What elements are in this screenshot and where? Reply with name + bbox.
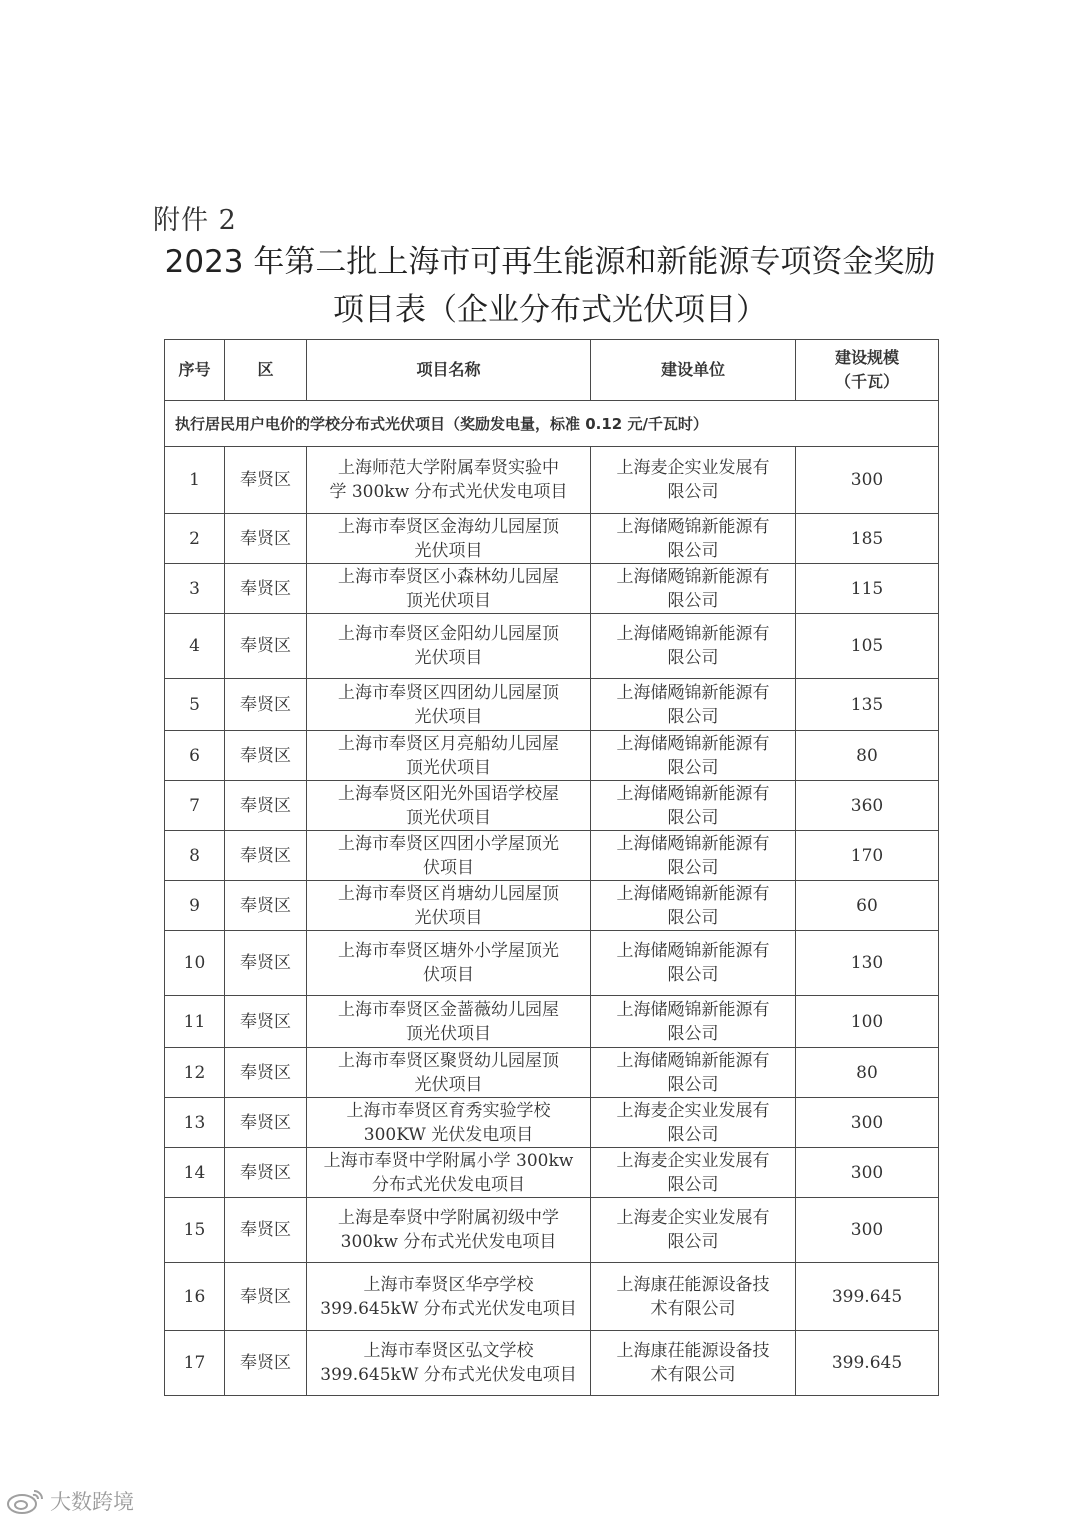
builder-line-1: 上海麦企实业发展有 — [616, 1150, 770, 1171]
builder-line-1: 上海储飏锦新能源有 — [616, 833, 770, 854]
cell-district: 奉贤区 — [225, 781, 307, 831]
cell-project-name — [307, 564, 591, 614]
builder-line-2: 限公司 — [667, 907, 719, 928]
cell-no: 1 — [165, 447, 225, 514]
project-name-line-1: 上海市奉贤区肖塘幼儿园屋顶 — [338, 883, 559, 904]
builder-line-1: 上海储飏锦新能源有 — [616, 999, 770, 1020]
cell-builder — [591, 614, 796, 679]
cell-district: 奉贤区 — [225, 679, 307, 731]
project-table — [164, 339, 939, 1396]
project-name-line-2: 伏项目 — [423, 857, 474, 878]
cell-scale: 170 — [796, 831, 939, 881]
cell-scale: 130 — [796, 931, 939, 996]
cell-district: 奉贤区 — [225, 1048, 307, 1098]
cell-project-name — [307, 679, 591, 731]
cell-project-name — [307, 931, 591, 996]
header-district: 区 — [225, 340, 307, 401]
table-row — [165, 679, 939, 731]
cell-scale: 399.645 — [796, 1331, 939, 1396]
project-name-line-1: 上海市奉贤区小森林幼儿园屋 — [338, 566, 559, 587]
builder-line-1: 上海储飏锦新能源有 — [616, 883, 770, 904]
cell-scale: 360 — [796, 781, 939, 831]
project-name-line-2: 300kw 分布式光伏发电项目 — [340, 1232, 557, 1252]
cell-builder — [591, 881, 796, 931]
project-name-line-1: 上海是奉贤中学附属初级中学 — [338, 1208, 559, 1228]
table-row — [165, 881, 939, 931]
project-name-line-1: 上海师范大学附属奉贤实验中 — [338, 458, 559, 478]
cell-district: 奉贤区 — [225, 564, 307, 614]
builder-line-1: 上海储飏锦新能源有 — [616, 941, 770, 961]
builder-line-1: 上海储飏锦新能源有 — [616, 682, 770, 703]
table-row — [165, 831, 939, 881]
builder-line-2: 限公司 — [667, 648, 719, 668]
cell-district: 奉贤区 — [225, 1263, 307, 1331]
builder-line-2: 限公司 — [667, 1174, 719, 1195]
cell-district: 奉贤区 — [225, 514, 307, 564]
cell-no: 8 — [165, 831, 225, 881]
cell-district: 奉贤区 — [225, 1331, 307, 1396]
cell-scale: 105 — [796, 614, 939, 679]
cell-no: 10 — [165, 931, 225, 996]
cell-project-name — [307, 1098, 591, 1148]
table-row — [165, 447, 939, 514]
builder-line-2: 限公司 — [667, 1124, 719, 1145]
cell-builder — [591, 831, 796, 881]
project-name-line-1: 上海市奉贤区弘文学校 — [363, 1341, 534, 1361]
builder-line-2: 限公司 — [667, 757, 719, 778]
builder-line-1: 上海麦企实业发展有 — [616, 458, 770, 478]
builder-line-1: 上海康茌能源设备技 — [616, 1341, 770, 1361]
cell-district: 奉贤区 — [225, 1098, 307, 1148]
cell-builder — [591, 1148, 796, 1198]
builder-line-1: 上海储飏锦新能源有 — [616, 1050, 770, 1071]
cell-no: 14 — [165, 1148, 225, 1198]
cell-district: 奉贤区 — [225, 1148, 307, 1198]
header-no: 序号 — [165, 340, 225, 401]
cell-scale: 60 — [796, 881, 939, 931]
project-name-line-1: 上海市奉贤区育秀实验学校 — [346, 1100, 551, 1121]
project-name-line-1: 上海市奉贤区金阳幼儿园屋顶 — [338, 624, 559, 644]
builder-line-2: 限公司 — [667, 1232, 719, 1252]
cell-no: 12 — [165, 1048, 225, 1098]
cell-builder — [591, 996, 796, 1048]
table-row — [165, 1048, 939, 1098]
cell-scale: 399.645 — [796, 1263, 939, 1331]
cell-no: 5 — [165, 679, 225, 731]
cell-project-name — [307, 514, 591, 564]
table-row — [165, 996, 939, 1048]
table-row — [165, 1263, 939, 1331]
cell-builder — [591, 1048, 796, 1098]
cell-no: 16 — [165, 1263, 225, 1331]
table-row — [165, 614, 939, 679]
weibo-logo-icon — [6, 1487, 46, 1515]
header-builder: 建设单位 — [591, 340, 796, 401]
project-name-line-1: 上海市奉贤区四团幼儿园屋顶 — [338, 682, 559, 703]
header-scale-line-2: （千瓦） — [834, 372, 899, 391]
cell-builder — [591, 931, 796, 996]
builder-line-1: 上海储飏锦新能源有 — [616, 783, 770, 804]
cell-district: 奉贤区 — [225, 881, 307, 931]
cell-builder — [591, 1198, 796, 1263]
cell-builder — [591, 679, 796, 731]
builder-line-1: 上海麦企实业发展有 — [616, 1100, 770, 1121]
cell-scale: 300 — [796, 1198, 939, 1263]
builder-line-2: 限公司 — [667, 857, 719, 878]
table-row — [165, 1331, 939, 1396]
cell-project-name — [307, 881, 591, 931]
project-name-line-2: 光伏项目 — [414, 706, 483, 727]
cell-project-name — [307, 1263, 591, 1331]
cell-scale: 80 — [796, 1048, 939, 1098]
table-row — [165, 1098, 939, 1148]
cell-project-name — [307, 1198, 591, 1263]
table-row — [165, 1198, 939, 1263]
cell-district: 奉贤区 — [225, 447, 307, 514]
project-name-line-2: 光伏项目 — [414, 540, 483, 561]
builder-line-1: 上海储飏锦新能源有 — [616, 516, 770, 537]
builder-line-2: 限公司 — [667, 1074, 719, 1095]
cell-district: 奉贤区 — [225, 614, 307, 679]
page-title-line-1: 2023 年第二批上海市可再生能源和新能源专项资金奖励 — [164, 244, 936, 280]
project-name-line-2: 伏项目 — [423, 965, 474, 985]
project-name-line-2: 顶光伏项目 — [406, 757, 491, 778]
project-name-line-1: 上海市奉贤区金海幼儿园屋顶 — [338, 516, 559, 537]
project-name-line-2: 光伏项目 — [414, 1074, 483, 1095]
cell-project-name — [307, 1048, 591, 1098]
section-title: 执行居民用户电价的学校分布式光伏项目（奖励发电量，标准 0.12 元/千瓦时） — [165, 401, 939, 447]
watermark — [6, 1486, 134, 1516]
table-row — [165, 1148, 939, 1198]
watermark-text: 大数跨境 — [50, 1490, 134, 1514]
project-name-line-1: 上海市奉贤区金蔷薇幼儿园屋 — [338, 999, 559, 1020]
cell-district: 奉贤区 — [225, 731, 307, 781]
project-name-line-1: 上海市奉贤区月亮船幼儿园屋 — [338, 733, 559, 754]
cell-builder — [591, 781, 796, 831]
cell-scale: 100 — [796, 996, 939, 1048]
builder-line-1: 上海储飏锦新能源有 — [616, 566, 770, 587]
project-name-line-2: 顶光伏项目 — [406, 1023, 491, 1044]
cell-scale: 300 — [796, 1098, 939, 1148]
cell-district: 奉贤区 — [225, 1198, 307, 1263]
cell-district: 奉贤区 — [225, 831, 307, 881]
cell-project-name — [307, 731, 591, 781]
cell-scale: 135 — [796, 679, 939, 731]
table-row — [165, 731, 939, 781]
cell-no: 15 — [165, 1198, 225, 1263]
builder-line-2: 限公司 — [667, 807, 719, 828]
project-name-line-2: 光伏项目 — [414, 648, 483, 668]
builder-line-1: 上海储飏锦新能源有 — [616, 733, 770, 754]
cell-builder — [591, 1331, 796, 1396]
cell-scale: 300 — [796, 447, 939, 514]
project-name-line-1: 上海市奉贤区华亭学校 — [363, 1274, 534, 1295]
cell-project-name — [307, 1331, 591, 1396]
project-name-line-2: 光伏项目 — [414, 907, 483, 928]
cell-no: 4 — [165, 614, 225, 679]
project-name-line-2: 399.645kW 分布式光伏发电项目 — [320, 1298, 577, 1319]
section-row — [165, 401, 939, 447]
cell-project-name — [307, 614, 591, 679]
page-title-line-2: 项目表（企业分布式光伏项目） — [333, 292, 767, 328]
cell-no: 13 — [165, 1098, 225, 1148]
builder-line-2: 限公司 — [667, 482, 719, 502]
cell-district: 奉贤区 — [225, 931, 307, 996]
cell-project-name — [307, 781, 591, 831]
cell-no: 11 — [165, 996, 225, 1048]
table-row — [165, 931, 939, 996]
header-scale-line-1: 建设规模 — [834, 348, 899, 367]
attachment-label: 附件 2 — [153, 205, 237, 236]
table-row — [165, 781, 939, 831]
cell-district: 奉贤区 — [225, 996, 307, 1048]
cell-no: 17 — [165, 1331, 225, 1396]
header-project-name: 项目名称 — [307, 340, 591, 401]
header-scale — [796, 340, 939, 401]
project-name-line-2: 分布式光伏发电项目 — [372, 1174, 525, 1195]
builder-line-1: 上海储飏锦新能源有 — [616, 624, 770, 644]
table-row — [165, 514, 939, 564]
builder-line-2: 限公司 — [667, 590, 719, 611]
cell-builder — [591, 564, 796, 614]
table-header-row — [165, 340, 939, 401]
cell-scale: 80 — [796, 731, 939, 781]
cell-no: 6 — [165, 731, 225, 781]
builder-line-2: 术有限公司 — [650, 1365, 736, 1385]
project-name-line-2: 顶光伏项目 — [406, 807, 491, 828]
table-row — [165, 564, 939, 614]
cell-no: 3 — [165, 564, 225, 614]
cell-no: 9 — [165, 881, 225, 931]
cell-project-name — [307, 447, 591, 514]
project-name-line-2: 顶光伏项目 — [406, 590, 491, 611]
cell-scale: 300 — [796, 1148, 939, 1198]
builder-line-2: 限公司 — [667, 1023, 719, 1044]
builder-line-2: 术有限公司 — [650, 1298, 736, 1319]
builder-line-1: 上海康茌能源设备技 — [616, 1274, 770, 1295]
project-name-line-2: 学 300kw 分布式光伏发电项目 — [329, 482, 568, 502]
cell-builder — [591, 1263, 796, 1331]
cell-scale: 115 — [796, 564, 939, 614]
cell-no: 2 — [165, 514, 225, 564]
cell-builder — [591, 731, 796, 781]
cell-project-name — [307, 1148, 591, 1198]
builder-line-2: 限公司 — [667, 540, 719, 561]
project-name-line-1: 上海市奉贤区聚贤幼儿园屋顶 — [338, 1050, 559, 1071]
cell-project-name — [307, 831, 591, 881]
builder-line-1: 上海麦企实业发展有 — [616, 1208, 770, 1228]
cell-builder — [591, 1098, 796, 1148]
builder-line-2: 限公司 — [667, 965, 719, 985]
cell-builder — [591, 514, 796, 564]
project-name-line-1: 上海市奉贤区塘外小学屋顶光 — [338, 941, 559, 961]
project-name-line-1: 上海市奉贤区四团小学屋顶光 — [338, 833, 559, 854]
builder-line-2: 限公司 — [667, 706, 719, 727]
project-name-line-2: 300KW 光伏发电项目 — [363, 1124, 534, 1145]
project-name-line-1: 上海奉贤区阳光外国语学校屋 — [338, 783, 559, 804]
project-name-line-1: 上海市奉贤中学附属小学 300kw — [323, 1150, 574, 1171]
project-name-line-2: 399.645kW 分布式光伏发电项目 — [320, 1365, 577, 1385]
cell-scale: 185 — [796, 514, 939, 564]
cell-project-name — [307, 996, 591, 1048]
cell-builder — [591, 447, 796, 514]
cell-no: 7 — [165, 781, 225, 831]
